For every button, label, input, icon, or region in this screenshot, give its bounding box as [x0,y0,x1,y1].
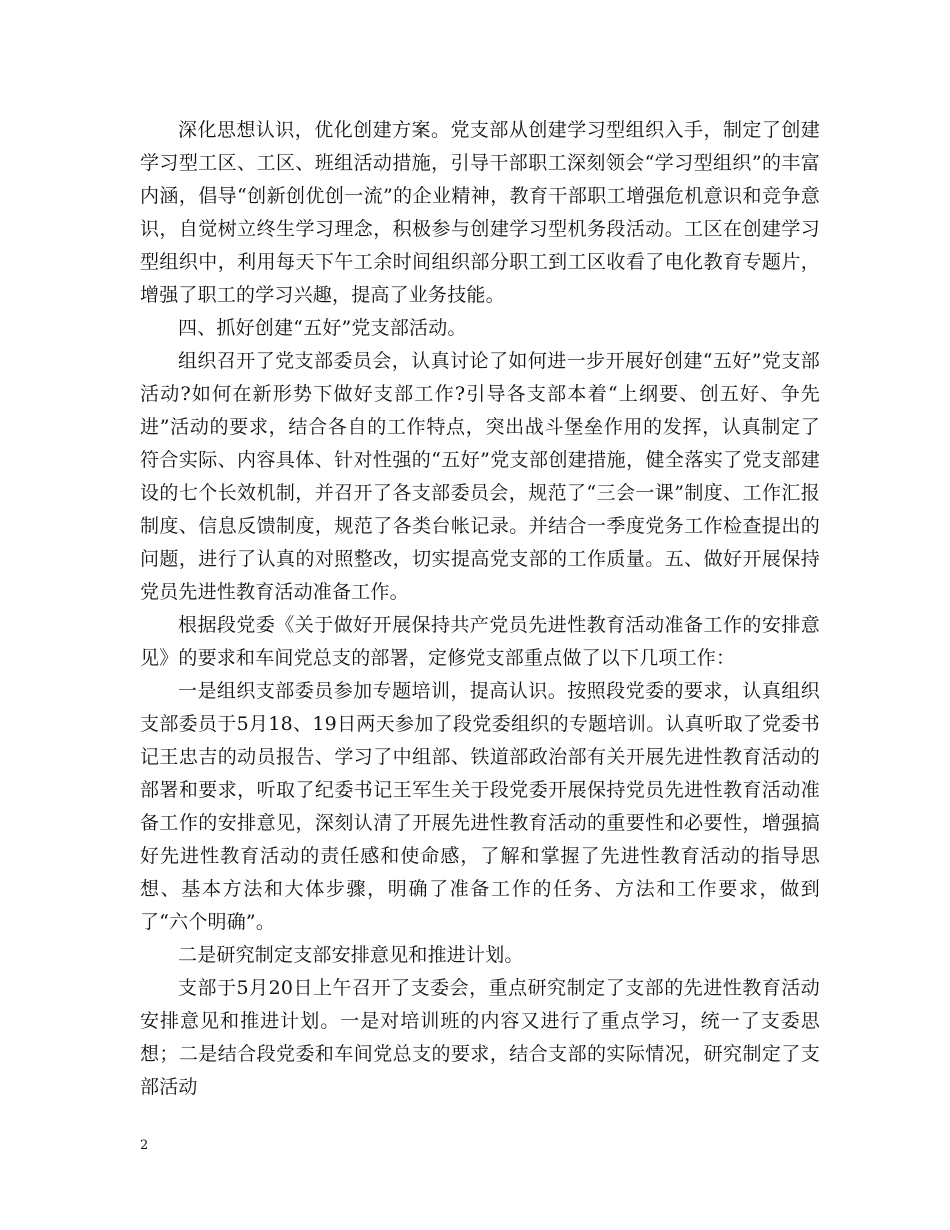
body-text [140,114,820,1104]
paragraph-party-committee-opinion: 根据段党委《关于做好开展保持共产党员先进性教育活动准备工作的安排意见》的要求和车间党总支的部署，定修党支部重点做了以下几项工作： [140,614,820,669]
paragraph-branch-meeting: 支部于5月20日上午召开了支委会，重点研究制定了支部的先进性教育活动安排意见和推进计划。一是对培训班的内容又进行了重点学习，统一了支委思想；二是结合段党委和车间党总支的要求，结合支部的实际情况，研究制定了支部活动 [140,977,820,1098]
section-heading-plan: 二是研究制定支部安排意见和推进计划。 [178,944,524,966]
paragraph-five-good-branch: 组织召开了党支部委员会，认真讨论了如何进一步开展好创建“五好”党支部活动?如何在新形势下做好支部工作?引导各支部本着“上纲要、创五好、争先进”活动的要求，结合各自的工作特点，突出战斗堡垒作用的发挥，认真制定了符合实际、内容具体、针对性强的“五好”党支部创建措施，健全落实了党支部建设的七个长效机制，并召开了各支部委员会，规范了“三会一课”制度、工作汇报制度、信息反馈制度，规范了各类台帐记录。并结合一季度党务工作检查提出的问题，进行了认真的对照整改，切实提高党支部的工作质量。五、做好开展保持党员先进性教育活动准备工作。 [140,350,820,603]
section-heading-four: 四、抓好创建“五好”党支部活动。 [178,317,467,339]
page-number: 2 [140,1138,149,1153]
paragraph-training: 一是组织支部委员参加专题培训，提高认识。按照段党委的要求，认真组织支部委员于5月18、19日两天参加了段党委组织的专题培训。认真听取了党委书记王忠吉的动员报告、学习了中组部、铁道部政治部有关开展先进性教育活动的部署和要求，听取了纪委书记王军生关于段党委开展保持党员先进性教育活动准备工作的安排意见，深刻认清了开展先进性教育活动的重要性和必要性，增强搞好先进性教育活动的责任感和使命感，了解和掌握了先进性教育活动的指导思想、基本方法和大体步骤，明确了准备工作的任务、方法和工作要求，做到了“六个明确”。 [140,680,820,933]
paragraph-create-learning-org: 深化思想认识，优化创建方案。党支部从创建学习型组织入手，制定了创建学习型工区、工区、班组活动措施，引导干部职工深刻领会“学习型组织”的丰富内涵，倡导“创新创优创一流”的企业精神，教育干部职工增强危机意识和竞争意识，自觉树立终生学习理念，积极参与创建学习型机务段活动。工区在创建学习型组织中，利用每天下午工余时间组织部分职工到工区收看了电化教育专题片，增强了职工的学习兴趣，提高了业务技能。 [140,119,820,306]
